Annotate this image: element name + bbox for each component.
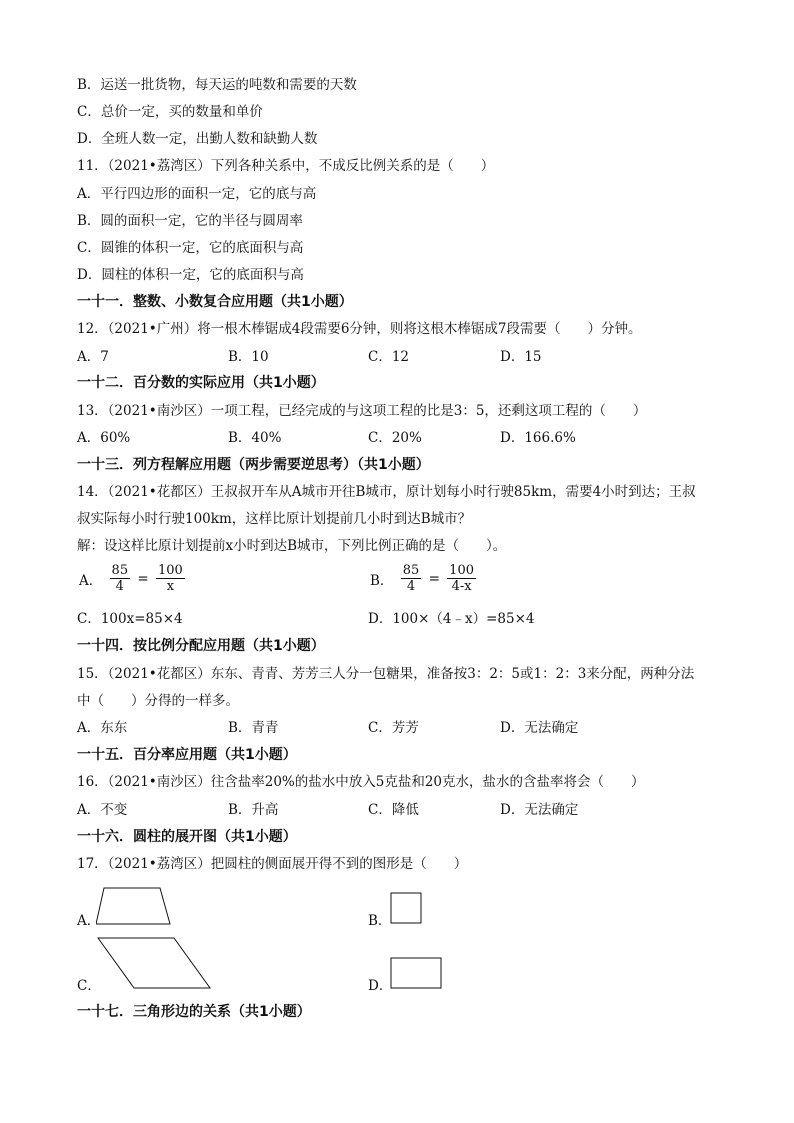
q11-option-b: B．圆的面积一定，它的半径与圆周率: [77, 213, 303, 229]
q12-option-c: C．12: [368, 349, 410, 365]
numerator: 100: [449, 563, 474, 578]
q15-option-c: C．芳芳: [368, 720, 419, 736]
fraction: [156, 563, 185, 594]
q10-option-b: B．运送一批货物，每天运的吨数和需要的天数: [77, 77, 357, 93]
q15-option-d: D．无法确定: [500, 720, 579, 736]
q16-stem: 16．（2021•南沙区）往含盐率20%的盐水中放入5克盐和20克水，盐水的含盐率将会（ ）: [77, 774, 645, 790]
section-heading-16: 一十六．圆柱的展开图（共1小题）: [77, 829, 297, 845]
section-heading-13: 一十三．列方程解应用题（两步需要逆思考）（共1小题）: [77, 457, 430, 473]
q14-option-c: C．100x=85×4: [77, 611, 183, 627]
section-heading-17: 一十七．三角形边的关系（共1小题）: [77, 1004, 311, 1020]
q17-option-b-label: B．: [368, 913, 392, 929]
trapezoid-figure: [96, 886, 176, 926]
q12-option-d: D．15: [500, 349, 542, 365]
q12-option-b: B．10: [228, 349, 269, 365]
q14-option-d: D．100×（4﹣x）=85×4: [368, 611, 535, 627]
q15-stem-line-1: 15．（2021•花都区）东东、青青、芳芳三人分一包糖果，准备按3：2：5或1：2：3来分配，两种分法: [77, 666, 695, 682]
section-heading-11: 一十一．整数、小数复合应用题（共1小题）: [77, 294, 353, 310]
q13-stem: 13．（2021•南沙区）一项工程，已经完成的与这项工程的比是3：5，还剩这项工程的（ ）: [77, 403, 647, 419]
q14-option-a: [77, 563, 186, 594]
fraction: [110, 563, 131, 594]
option-label: A．: [79, 572, 103, 589]
denominator: 4-x: [451, 579, 472, 594]
numerator: 85: [402, 563, 420, 578]
option-label: B．: [370, 572, 394, 589]
q11-option-c: C．圆锥的体积一定，它的底面积与高: [77, 240, 304, 256]
q15-option-b: B．青青: [228, 720, 279, 736]
equals-sign: =: [137, 570, 149, 587]
equals-sign: =: [428, 570, 440, 587]
fraction: [401, 563, 422, 594]
section-heading-12: 一十二．百分数的实际应用（共1小题）: [77, 375, 325, 391]
q13-option-b: B．40%: [228, 430, 282, 446]
q16-option-d: D．无法确定: [500, 802, 579, 818]
q15-option-a: A．东东: [77, 720, 128, 736]
q12-option-a: A．7: [77, 349, 109, 365]
square-figure: [390, 892, 424, 926]
q14-stem-line-2: 叔实际每小时行驶100km，这样比原计划提前几小时到达B城市？: [77, 511, 472, 527]
fraction: [447, 563, 476, 594]
section-heading-15: 一十五．百分率应用题（共1小题）: [77, 747, 297, 763]
q17-option-a-label: A．: [77, 913, 101, 929]
q11-stem: 11．（2021•荔湾区）下列各种关系中，不成反比例关系的是（ ）: [77, 158, 495, 174]
q13-option-c: C．20%: [368, 430, 422, 446]
q17-option-d-label: D．: [368, 978, 393, 994]
q13-option-a: A．60%: [77, 430, 131, 446]
section-heading-14: 一十四．按比例分配应用题（共1小题）: [77, 638, 325, 654]
parallelogram-figure: [96, 936, 212, 990]
denominator: 4: [115, 579, 124, 594]
q15-stem-line-2: 中（ ）分得的一样多。: [77, 693, 239, 709]
q16-option-b: B．升高: [228, 802, 279, 818]
q14-stem-line-1: 14．（2021•花都区）王叔叔开车从A城市开往B城市，原计划每小时行驶85km，需要4小时到达；王叔: [77, 484, 696, 500]
numerator: 85: [111, 563, 129, 578]
q10-option-d: D．全班人数一定，出勤人数和缺勤人数: [77, 131, 318, 147]
q13-option-d: D．166.6%: [500, 430, 576, 446]
q11-option-a: A．平行四边形的面积一定，它的底与高: [77, 186, 317, 202]
q10-option-c: C．总价一定，买的数量和单价: [77, 104, 263, 120]
q16-option-a: A．不变: [77, 802, 128, 818]
q11-option-d: D．圆柱的体积一定，它的底面积与高: [77, 267, 304, 283]
q14-option-b: [368, 563, 477, 594]
rectangle-figure: [390, 957, 444, 991]
denominator: x: [166, 579, 175, 594]
q17-option-c-label: C．: [77, 978, 101, 994]
q17-stem: 17．（2021•荔湾区）把圆柱的侧面展开得不到的图形是（ ）: [77, 856, 468, 872]
denominator: 4: [406, 579, 416, 594]
q12-stem: 12．（2021•广州）将一根木棒锯成4段需要6分钟，则将这根木棒锯成7段需要（ ）分钟。: [77, 321, 642, 337]
q14-solution-prompt: 解：设这样比原计划提前x小时到达B城市，下列比例正确的是（ ）。: [77, 538, 507, 554]
numerator: 100: [158, 563, 183, 578]
q16-option-c: C．降低: [368, 802, 419, 818]
